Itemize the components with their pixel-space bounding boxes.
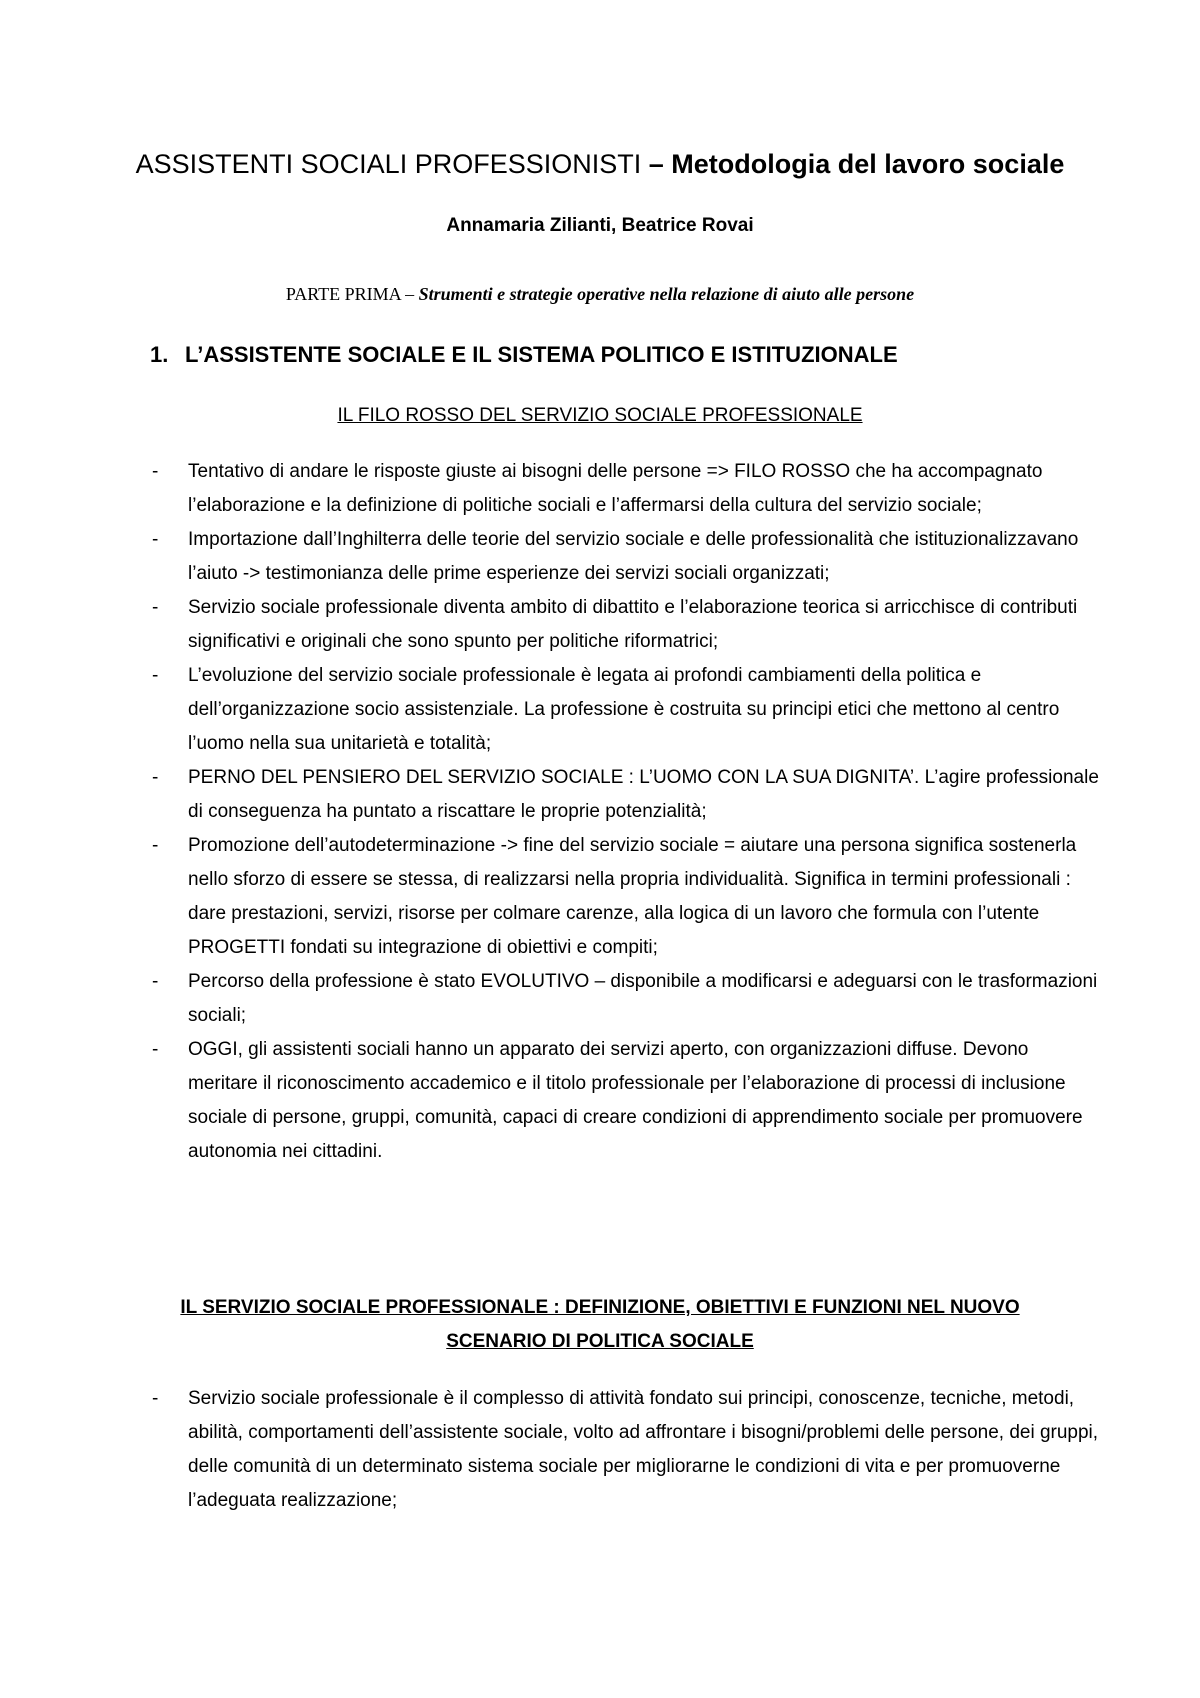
chapter-heading	[150, 340, 898, 370]
list-item	[152, 761, 1102, 829]
section-heading-line: SCENARIO DI POLITICA SOCIALE	[446, 1331, 754, 1352]
part-title: Strumenti e strategie operative nella relazione di aiuto alle persone	[418, 284, 915, 304]
bullet-dash: -	[152, 767, 159, 788]
part-label: PARTE PRIMA –	[285, 284, 419, 304]
list-item-text: Servizio sociale professionale è il complesso di attività fondato sui principi, conoscenze, tecniche, metodi, abilità, comportamenti dell’assistente sociale, volto ad affrontare i bisogni/problemi delle persone, dei gruppi, delle comunità di un determinato sistema sociale per migliorarne le condizioni di vita e per promuoverne l’adeguata realizzazione;	[188, 1388, 1099, 1511]
title-subtitle: Metodologia del lavoro sociale	[671, 149, 1065, 179]
list-item	[152, 591, 1102, 659]
section-heading-servizio-sociale	[0, 1291, 1200, 1359]
list-item	[152, 659, 1102, 761]
list-item	[152, 523, 1102, 591]
bullet-dash: -	[152, 665, 159, 686]
list-item-text: Tentativo di andare le risposte giuste ai bisogni delle persone => FILO ROSSO che ha accompagnato l’elaborazione e la definizione di politiche sociali e l’affermarsi della cultura del servizio sociale;	[188, 461, 1043, 516]
bullet-dash: -	[152, 971, 159, 992]
list-item	[152, 455, 1102, 523]
list-item-text: L’evoluzione del servizio sociale professionale è legata ai profondi cambiamenti della politica e dell’organizzazione socio assistenziale. La professione è costruita su principi etici che mettono al centro l’uomo nella sua unitarietà e totalità;	[188, 665, 1060, 754]
bullet-dash: -	[152, 461, 159, 482]
section-2-list	[152, 1382, 1102, 1518]
list-item-text: Servizio sociale professionale diventa ambito di dibattito e l’elaborazione teorica si arricchisce di contributi significativi e originali che sono spunto per politiche riformatrici;	[188, 597, 1078, 652]
list-item-text: Promozione dell’autodeterminazione -> fine del servizio sociale = aiutare una persona significa sostenerla nello sforzo di essere se stessa, di realizzarsi nella propria individualità. Significa in termini professionali : dare prestazioni, servizi, risorse per colmare carenze, alla logica di un lavoro che formula con l’utente PROGETTI fondati su integrazione di obiettivi e compiti;	[188, 835, 1077, 958]
title-dash: –	[641, 149, 672, 179]
list-item	[152, 829, 1102, 965]
list-item-text: Percorso della professione è stato EVOLUTIVO – disponibile a modificarsi e adeguarsi con le trasformazioni sociali;	[188, 971, 1098, 1026]
bullet-dash: -	[152, 1039, 159, 1060]
document-title	[0, 147, 1200, 181]
section-1-list	[152, 455, 1102, 1169]
list-item-text: Importazione dall’Inghilterra delle teorie del servizio sociale e delle professionalità che istituzionalizzavano l’aiuto -> testimonianza delle prime esperienze dei servizi sociali organizzati;	[188, 529, 1079, 584]
bullet-dash: -	[152, 597, 159, 618]
title-main: ASSISTENTI SOCIALI PROFESSIONISTI	[135, 149, 642, 179]
bullet-dash: -	[152, 1388, 159, 1409]
list-item-text: OGGI, gli assistenti sociali hanno un apparato dei servizi aperto, con organizzazioni diffuse. Devono meritare il riconoscimento accademico e il titolo professionale per l’elaborazione di processi di inclusione sociale di persone, gruppi, comunità, capaci di creare condizioni di apprendimento sociale per promuovere autonomia nei cittadini.	[188, 1039, 1083, 1162]
list-item-text: PERNO DEL PENSIERO DEL SERVIZIO SOCIALE : L’UOMO CON LA SUA DIGNITA’. L’agire professionale di conseguenza ha puntato a riscattare le proprie potenzialità;	[188, 767, 1099, 822]
bullet-dash: -	[152, 835, 159, 856]
section-heading-line: IL SERVIZIO SOCIALE PROFESSIONALE : DEFINIZIONE, OBIETTIVI E FUNZIONI NEL NUOVO	[180, 1297, 1020, 1318]
list-item	[152, 965, 1102, 1033]
section-heading-filo-rosso: IL FILO ROSSO DEL SERVIZIO SOCIALE PROFESSIONALE	[337, 405, 863, 426]
document-authors: Annamaria Zilianti, Beatrice Rovai	[446, 215, 754, 236]
part-heading	[0, 281, 1200, 307]
chapter-title: L’ASSISTENTE SOCIALE E IL SISTEMA POLITICO E ISTITUZIONALE	[185, 342, 898, 367]
list-item	[152, 1033, 1102, 1169]
chapter-number: 1.	[150, 342, 169, 367]
bullet-dash: -	[152, 529, 159, 550]
list-item	[152, 1382, 1102, 1518]
